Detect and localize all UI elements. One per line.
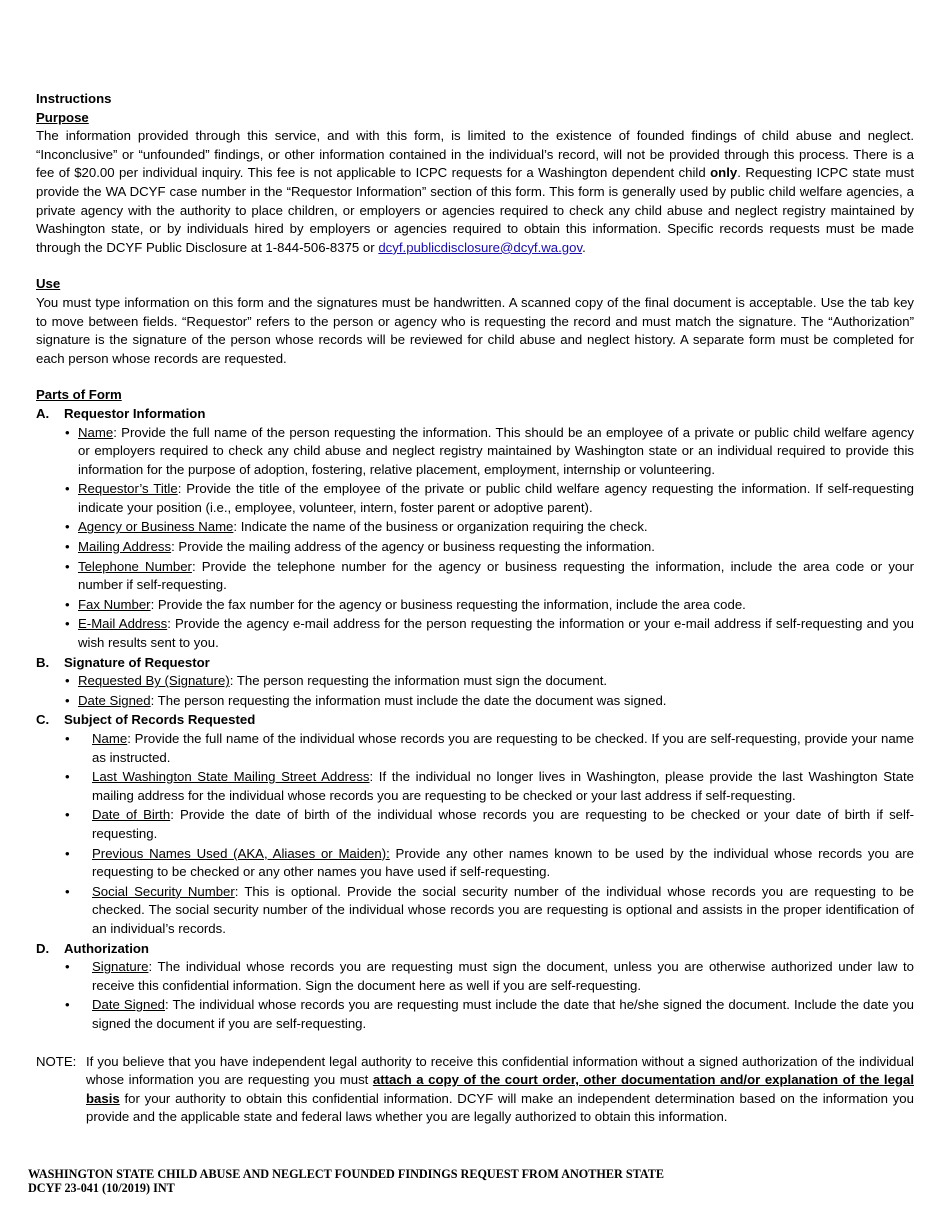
section-letter: D. (36, 940, 50, 956)
item-term: Last Washington State Mailing Street Address (92, 769, 370, 785)
form-footer (28, 1167, 664, 1195)
item-term: Name (92, 731, 128, 746)
instructions-page (36, 90, 914, 1127)
item-text: : Provide the title of the employee of the private or public child welfare agency requesting the information. If self-requesting indicate your position (i.e., employee, volunteer, intern, foster parent or adoptive parent). (78, 481, 914, 515)
list-item (36, 558, 914, 595)
section-a-heading (36, 405, 914, 424)
item-text: : Provide the full name of the person requesting the information. This should be an employee of a private or public child welfare agency or employers required to check any child abuse and neglect registry maintained by Washington state or an individual required to provide this information for the purpose of adoption, fostering, relative placement, employment, internship or volunteering. (78, 424, 914, 477)
note-text-2: for your authority to obtain this confidential information. DCYF will make an independent determination based on the information you provide and the applicable state and federal laws whether you are legally authorized to obtain this information. (86, 1090, 914, 1125)
purpose-text-1: The information provided through this service, and with this form, is limited to the existence of founded findings of child abuse and neglect. “Inconclusive” or “unfounded” findings, or other information contained in the individual’s record, will not be provided through this process. There is a fee of $20.00 per individual inquiry. This fee is not applicable to ICPC requests for a Washington dependent child (36, 128, 914, 181)
list-item (36, 518, 914, 537)
item-text: : Indicate the name of the business or organization requiring the check. (233, 519, 648, 535)
list-item (36, 692, 914, 711)
purpose-heading: Purpose (36, 109, 89, 125)
item-term: Mailing Address (78, 539, 172, 555)
item-term: Social Security Number (92, 883, 235, 899)
item-term: Telephone Number (78, 558, 192, 574)
use-heading: Use (36, 276, 61, 292)
list-item (36, 730, 914, 767)
note-label: NOTE: (36, 1053, 77, 1069)
section-d-heading (36, 940, 914, 959)
item-text: : Provide the full name of the individual whose records you are requesting to be checked. If you are self-requesting, provide your name as instructed. (92, 731, 914, 765)
item-term: Date Signed (78, 692, 151, 708)
note-block (36, 1053, 914, 1127)
list-item (36, 996, 914, 1033)
item-text: : The person requesting the information must sign the document. (229, 673, 608, 689)
instructions-heading: Instructions (36, 91, 112, 106)
purpose-text-2: . Requesting ICPC state must provide the WA DCYF case number in the “Requestor Information” section of this form. This form is generally used by public child welfare agencies, a private agency with the authority to place children, or employers or agencies required to check any child abuse and neglect registry maintained by Washington state, or by individuals hired by employers or agencies required to obtain this information. Specific records requests must be made through the DCYF Public Disclosure at 1-844-506-8375 or (36, 165, 914, 255)
section-title: Requestor Information (64, 405, 206, 421)
section-letter: C. (36, 712, 50, 728)
section-letter: B. (36, 654, 50, 670)
list-item (36, 424, 914, 480)
list-item (36, 538, 914, 557)
note-text (86, 1053, 914, 1127)
item-text: : This is optional. Provide the social security number of the individual whose records you are requesting to be checked. The social security number of the individual whose records you are requesting is optional and assists in the proper identification of an individual’s records. (92, 883, 914, 936)
footer-form-number: DCYF 23-041 (10/2019) INT (28, 1181, 175, 1195)
item-term: Name (78, 424, 114, 440)
item-term: Fax Number (78, 596, 151, 612)
section-title: Authorization (64, 940, 149, 956)
parts-of-form-heading: Parts of Form (36, 387, 122, 403)
section-b-heading (36, 654, 914, 673)
list-item (36, 615, 914, 652)
item-term: Date of Birth (92, 807, 171, 823)
item-term: E-Mail Address (78, 616, 168, 632)
section-title: Signature of Requestor (64, 654, 210, 670)
footer-form-title: WASHINGTON STATE CHILD ABUSE AND NEGLECT FOUNDED FINDINGS REQUEST FROM ANOTHER STATE (28, 1167, 665, 1181)
item-text: : Provide the date of birth of the individual whose records you are requesting to be checked or your date of birth if self-requesting. (92, 807, 914, 841)
use-paragraph: You must type information on this form and the signatures must be handwritten. A scanned copy of the final document is acceptable. Use the tab key to move between fields. “Requestor” refers to the person or agency who is requesting the record and must match the signature. The “Authorization” signature is the signature of the person whose records will be reviewed for child abuse and neglect history. A separate form must be completed for each person whose records are requested. (36, 294, 914, 366)
section-c-list (36, 730, 914, 939)
list-item (36, 806, 914, 843)
item-text: : Provide the mailing address of the agency or business requesting the information. (171, 539, 655, 555)
section-b-list (36, 672, 914, 710)
list-item (36, 845, 914, 882)
item-term: Previous Names Used (AKA, Aliases or Maiden): (92, 845, 390, 861)
list-item (36, 768, 914, 805)
note-text-1: If you believe that you have independent legal authority to receive this confidential information without a signed authorization of the individual whose information you are requesting you must (86, 1053, 914, 1088)
section-d-list (36, 958, 914, 1033)
section-title: Subject of Records Requested (64, 712, 256, 728)
item-term: Requested By (Signature) (78, 673, 230, 689)
list-item (36, 596, 914, 615)
item-term: Requestor’s Title (78, 481, 178, 497)
purpose-paragraph (36, 127, 914, 257)
purpose-end: . (582, 239, 586, 255)
note-emphasis: attach a copy of the court order, other documentation and/or explanation of the legal basis (86, 1072, 914, 1106)
public-disclosure-email-link[interactable]: dcyf.publicdisclosure@dcyf.wa.gov (378, 239, 583, 255)
list-item (36, 480, 914, 517)
item-text: : The individual whose records you are requesting must sign the document, unless you are otherwise authorized under law to receive this confidential information. Sign the document here as well if you are self-requesting. (92, 959, 914, 993)
item-term: Date Signed (92, 997, 165, 1013)
item-text: : Provide the fax number for the agency or business requesting the information, include the area code. (150, 596, 746, 612)
item-text: : The person requesting the information must include the date the document was signed. (150, 692, 667, 708)
item-text: : If the individual no longer lives in Washington, please provide the last Washington State mailing address for the individual whose records you are requesting to be checked or your last address if self-requesting. (92, 769, 914, 803)
item-text: Provide any other names known to be used by the individual whose records you are requesting to be checked or any other names you have used if self-requesting. (92, 845, 915, 880)
section-c-heading (36, 711, 914, 730)
section-a-list (36, 424, 914, 653)
purpose-only-emphasis: only (710, 165, 738, 181)
item-term: Agency or Business Name (78, 519, 234, 535)
item-text: : Provide the telephone number for the agency or business requesting the information, include the area code or your number if self-requesting. (78, 558, 914, 593)
list-item (36, 883, 914, 939)
item-term: Signature (92, 959, 149, 975)
list-item (36, 672, 914, 691)
section-letter: A. (36, 405, 50, 421)
item-text: : Provide the agency e-mail address for the person requesting the information or your e-mail address if self-requesting and you wish results sent to you. (78, 616, 914, 651)
list-item (36, 958, 914, 995)
item-text: : The individual whose records you are requesting must include the date that he/she signed the document. Include the date you signed the document if you are self-requesting. (92, 997, 914, 1031)
